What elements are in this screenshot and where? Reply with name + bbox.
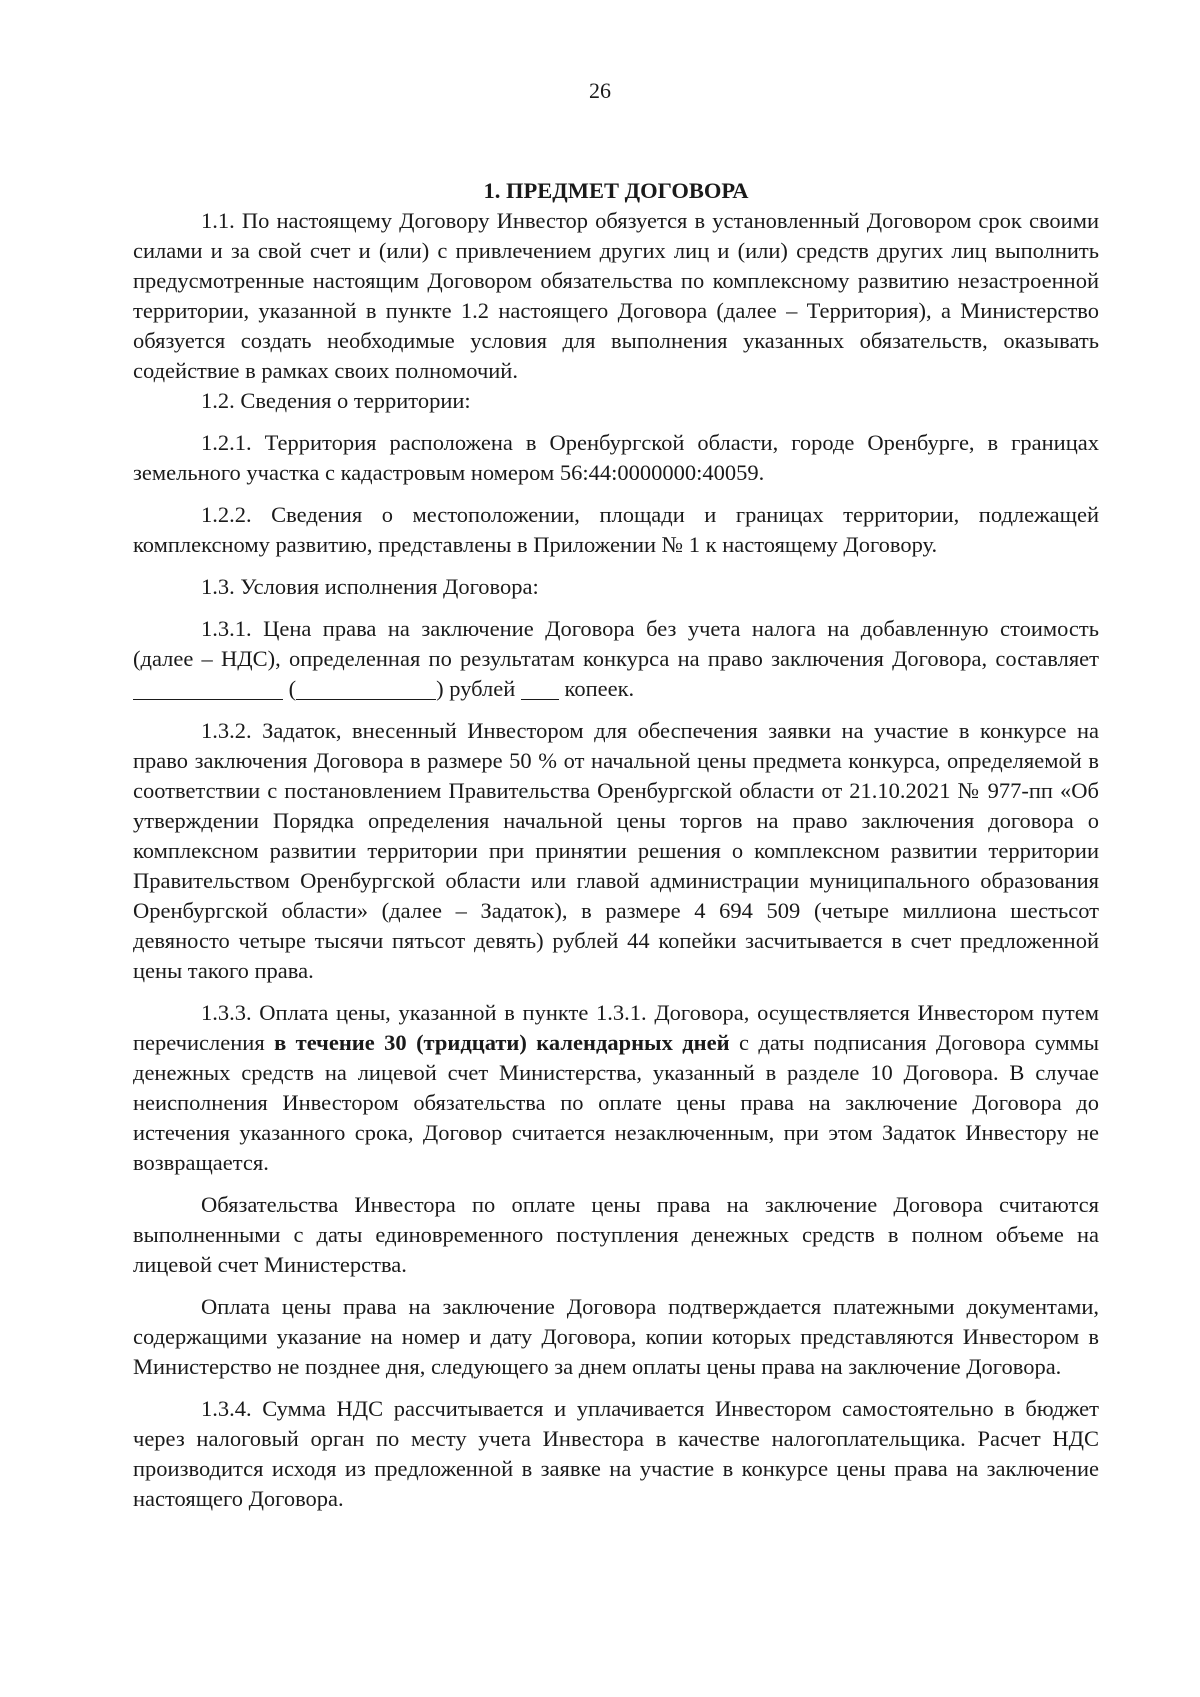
clause-1-3-2: 1.3.2. Задаток, внесенный Инвестором для обеспечения заявки на участие в конкурсе на право заключения Договора в размере 50 % от начальной цены предмета конкурса, определяемой в соответствии с постановлением Правительства Оренбургской области от 21.10.2021 № 977-пп «Об утверждении Порядка определения начальной цены торгов на право заключения договора о комплексном развитии территории при принятии решения о комплексном развитии территории Правительством Оренбургской области или главой администрации муниципального образования Оренбургской области» (далее – Задаток), в размере 4 694 509 (четыре миллиона шестьсот девяносто четыре тысячи пятьсот девять) рублей 44 копейки засчитывается в счет предложенной цены такого права.	[133, 718, 1099, 983]
clause-1-3-1-end: копеек.	[558, 676, 635, 701]
clause-1-3: 1.3. Условия исполнения Договора:	[201, 574, 539, 599]
document-body	[133, 176, 1099, 1514]
clause-1-3-3-text: 1.3.3. Оплата цены, указанной в пункте 1.3.1. Договора, осуществляется Инвестором путем перечисления	[133, 1000, 1099, 1055]
clause-1-3-3-rest: с даты подписания Договора суммы денежных средств на лицевой счет Министерства, указанный в разделе 10 Договора. В случае неисполнения Инвестором обязательства по оплате цены права на заключение Договора до истечения указанного срока, Договор считается незаключенным, при этом Задаток Инвестору не возвращается.	[133, 1030, 1099, 1175]
clause-1-3-1-text: 1.3.1. Цена права на заключение Договора без учета налога на добавленную стоимость (далее – НДС), определенная по результатам конкурса на право заключения Договора, составляет	[133, 616, 1099, 671]
clause-1-3-4: 1.3.4. Сумма НДС рассчитывается и уплачивается Инвестором самостоятельно в бюджет через налоговый орган по месту учета Инвестора в качестве налогоплательщика. Расчет НДС производится исходя из предложенной в заявке на участие в конкурсе цены права на заключение настоящего Договора.	[133, 1396, 1099, 1511]
clause-1-3-1-rub: ) рублей	[436, 676, 521, 701]
clause-1-3-1	[133, 614, 1099, 704]
clause-1-1: 1.1. По настоящему Договору Инвестор обязуется в установленный Договором срок своими силами и за свой счет и (или) с привлечением других лиц и (или) средств других лиц выполнить предусмотренные настоящим Договором обязательства по комплексному развитию незастроенной территории, указанной в пункте 1.2 настоящего Договора (далее – Территория), а Министерство обязуется создать необходимые условия для выполнения указанных обязательств, оказывать содействие в рамках своих полномочий.	[133, 208, 1099, 383]
clause-1-2-2: 1.2.2. Сведения о местоположении, площади и границах территории, подлежащей комплексному развитию, представлены в Приложении № 1 к настоящему Договору.	[133, 502, 1099, 557]
section-title: 1. ПРЕДМЕТ ДОГОВОРА	[483, 178, 749, 203]
clause-1-2-1: 1.2.1. Территория расположена в Оренбургской области, городе Оренбурге, в границах земельного участка с кадастровым номером 56:44:0000000:40059.	[133, 430, 1099, 485]
payment-term-bold: в течение 30 (тридцати) календарных дней	[274, 1030, 730, 1055]
clause-1-3-3	[133, 998, 1099, 1178]
price-blank-digits[interactable]	[133, 677, 283, 700]
page-number: 26	[589, 78, 611, 103]
price-blank-words[interactable]	[296, 677, 436, 700]
kopecks-blank[interactable]	[521, 677, 559, 700]
clause-1-3-1-paren: (	[283, 676, 297, 701]
payment-confirmation-paragraph: Оплата цены права на заключение Договора подтверждается платежными документами, содержащими указание на номер и дату Договора, копии которых представляются Инвестором в Министерство не позднее дня, следующего за днем оплаты цены права на заключение Договора.	[133, 1294, 1099, 1379]
clause-1-2: 1.2. Сведения о территории:	[201, 388, 471, 413]
obligations-paragraph: Обязательства Инвестора по оплате цены права на заключение Договора считаются выполненными с даты единовременного поступления денежных средств в полном объеме на лицевой счет Министерства.	[133, 1192, 1099, 1277]
